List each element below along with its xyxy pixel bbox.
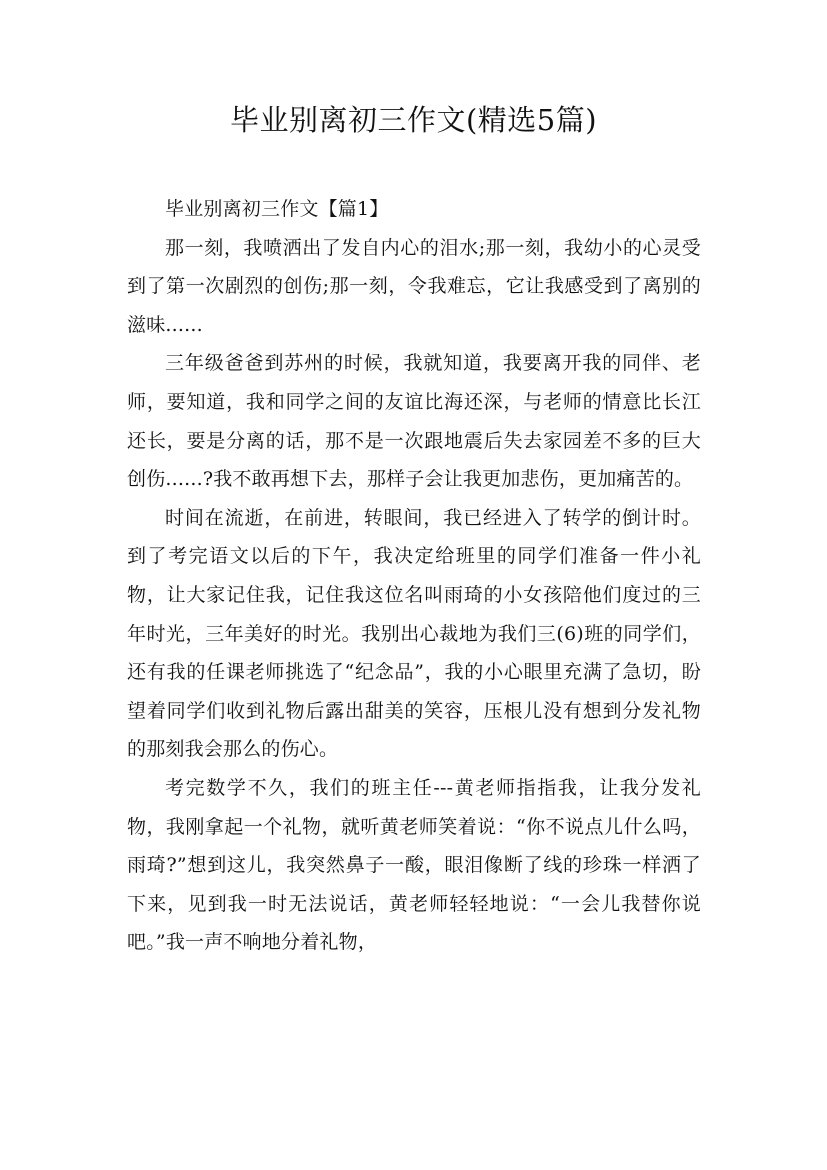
- section-heading: 毕业别离初三作文【篇1】: [165, 198, 389, 220]
- paragraph-1: 那一刻，我喷洒出了发自内心的泪水;那一刻，我幼小的心灵受到了第一次剧烈的创伤;那一刻，令我难忘，它让我感受到了离别的滋味......: [127, 236, 701, 336]
- paragraph-2: 三年级爸爸到苏州的时候，我就知道，我要离开我的同伴、老师，要知道，我和同学之间的友谊比海还深，与老师的情意比长江还长，要是分离的话，那不是一次跟地震后失去家园差不多的巨大创伤......?我不敢再想下去，那样子会让我更加悲伤，更加痛苦的。: [127, 352, 701, 491]
- document-title: 毕业别离初三作文(精选5篇): [229, 103, 598, 137]
- document-body: [127, 190, 701, 962]
- paragraph-3: 时间在流逝，在前进，转眼间，我已经进入了转学的倒计时。到了考完语文以后的下午，我决定给班里的同学们准备一件小礼物，让大家记住我，记住我这位名叫雨琦的小女孩陪他们度过的三年时光，三年美好的时光。我别出心裁地为我们三(6)班的同学们，还有我的任课老师挑选了“纪念品”，我的小心眼里充满了急切，盼望着同学们收到礼物后露出甜美的笑容，压根儿没有想到分发礼物的那刻我会那么的伤心。: [127, 506, 701, 761]
- paragraph-4: 考完数学不久，我们的班主任---黄老师指指我，让我分发礼物，我刚拿起一个礼物，就听黄老师笑着说：“你不说点儿什么吗，雨琦?”想到这儿，我突然鼻子一酸，眼泪像断了线的珍珠一样洒了下来，见到我一时无法说话，黄老师轻轻地说：“一会儿我替你说吧。”我一声不响地分着礼物，: [127, 776, 701, 954]
